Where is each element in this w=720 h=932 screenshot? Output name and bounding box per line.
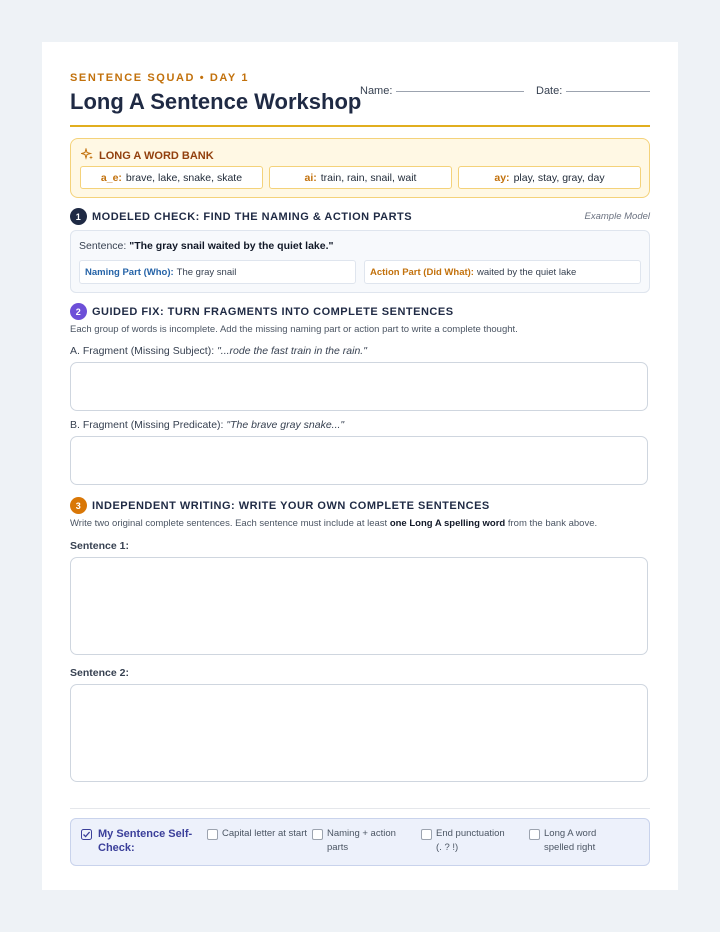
naming-part-box: [79, 260, 356, 284]
fragment-a-text: "...rode the fast train in the rain.": [217, 345, 367, 357]
fragment-b-text: "The brave gray snake...": [226, 419, 345, 431]
self-check-item-label: Naming + action parts: [327, 828, 396, 853]
sentence-1-label: Sentence 1:: [70, 540, 129, 552]
step-number: 3: [70, 497, 87, 514]
word-group-key: a_e:: [100, 171, 122, 184]
self-check-title: [81, 827, 194, 855]
fragment-b-answer-box[interactable]: [70, 436, 648, 485]
word-group-ai: [269, 166, 452, 189]
page-title: Long A Sentence Workshop: [70, 89, 362, 114]
instructions-text: from the bank above.: [507, 518, 598, 529]
checkbox[interactable]: [421, 829, 432, 840]
sentence-label: Sentence:: [79, 240, 127, 252]
model-sentence: [79, 240, 333, 252]
action-part-value: waited by the quiet lake: [476, 266, 577, 278]
eyebrow: SENTENCE SQUAD • DAY 1: [70, 72, 250, 84]
sentence-text: "The gray snail waited by the quiet lake.": [129, 240, 334, 252]
sentence-2-answer-box[interactable]: [70, 684, 648, 782]
section-1-heading: [70, 208, 412, 225]
self-check-bar: [70, 818, 650, 866]
name-label: Name:: [360, 85, 393, 97]
naming-part-label: Naming Part (Who):: [85, 266, 174, 278]
fragment-b-label: [70, 419, 344, 431]
example-model-tag: Example Model: [584, 211, 650, 222]
name-line: [396, 91, 524, 92]
section-3-heading: [70, 497, 490, 514]
self-check-title-text: My Sentence Self-Check:: [98, 828, 193, 854]
word-group-a-e: [80, 166, 263, 189]
word-bank: [70, 138, 650, 198]
sentence-2-label: Sentence 2:: [70, 667, 129, 679]
modeled-example: [70, 230, 650, 293]
word-group-key: ay:: [494, 171, 510, 184]
instructions-emphasis: one Long A spelling word: [389, 518, 506, 529]
section-2-heading: [70, 303, 454, 320]
instructions-text: Write two original complete sentences. Each sentence must include at least: [70, 518, 388, 529]
self-check-item-label: End punctuation (. ? !): [436, 828, 505, 853]
footer-divider: [70, 808, 650, 809]
fragment-a-label: [70, 345, 367, 357]
header-rule: [70, 125, 650, 127]
action-part-label: Action Part (Did What):: [370, 266, 474, 278]
step-number: 1: [70, 208, 87, 225]
section-title: INDEPENDENT WRITING: WRITE YOUR OWN COMPLETE SENTENCES: [92, 499, 490, 512]
checkbox[interactable]: [312, 829, 323, 840]
self-check-item-punctuation[interactable]: [421, 827, 513, 855]
sentence-1-answer-box[interactable]: [70, 557, 648, 655]
word-bank-title: LONG A WORD BANK: [99, 150, 214, 162]
checkbox[interactable]: [529, 829, 540, 840]
checkbox[interactable]: [207, 829, 218, 840]
self-check-item-parts[interactable]: [312, 827, 412, 855]
fragment-b-prompt: B. Fragment (Missing Predicate):: [70, 419, 224, 431]
checkbox-checked-icon: [81, 829, 92, 855]
self-check-item-capital[interactable]: [207, 827, 307, 841]
word-group-key: ai:: [304, 171, 317, 184]
fragment-a-prompt: A. Fragment (Missing Subject):: [70, 345, 215, 357]
word-group-words: train, rain, snail, wait: [320, 171, 417, 184]
self-check-item-label: Long A word spelled right: [544, 828, 597, 853]
worksheet-page: [42, 42, 678, 890]
section-3-instructions: [70, 518, 597, 529]
date-line: [566, 91, 650, 92]
section-title: GUIDED FIX: TURN FRAGMENTS INTO COMPLETE SENTENCES: [92, 305, 454, 318]
action-part-box: [364, 260, 641, 284]
date-label: Date:: [536, 85, 563, 97]
section-2-instructions: Each group of words is incomplete. Add the missing naming part or action part to write a complete thought.: [70, 324, 518, 335]
word-bank-header: [81, 148, 214, 164]
word-group-words: play, stay, gray, day: [513, 171, 605, 184]
self-check-item-long-a[interactable]: [529, 827, 629, 855]
fragment-a-answer-box[interactable]: [70, 362, 648, 411]
sparkle-icon: [81, 148, 94, 164]
date-field[interactable]: [536, 85, 650, 97]
self-check-item-label: Capital letter at start: [222, 828, 308, 839]
word-group-words: brave, lake, snake, skate: [125, 171, 243, 184]
word-group-ay: [458, 166, 641, 189]
naming-part-value: The gray snail: [176, 266, 237, 278]
step-number: 2: [70, 303, 87, 320]
section-title: MODELED CHECK: FIND THE NAMING & ACTION PARTS: [92, 210, 413, 223]
name-field[interactable]: [360, 85, 524, 97]
